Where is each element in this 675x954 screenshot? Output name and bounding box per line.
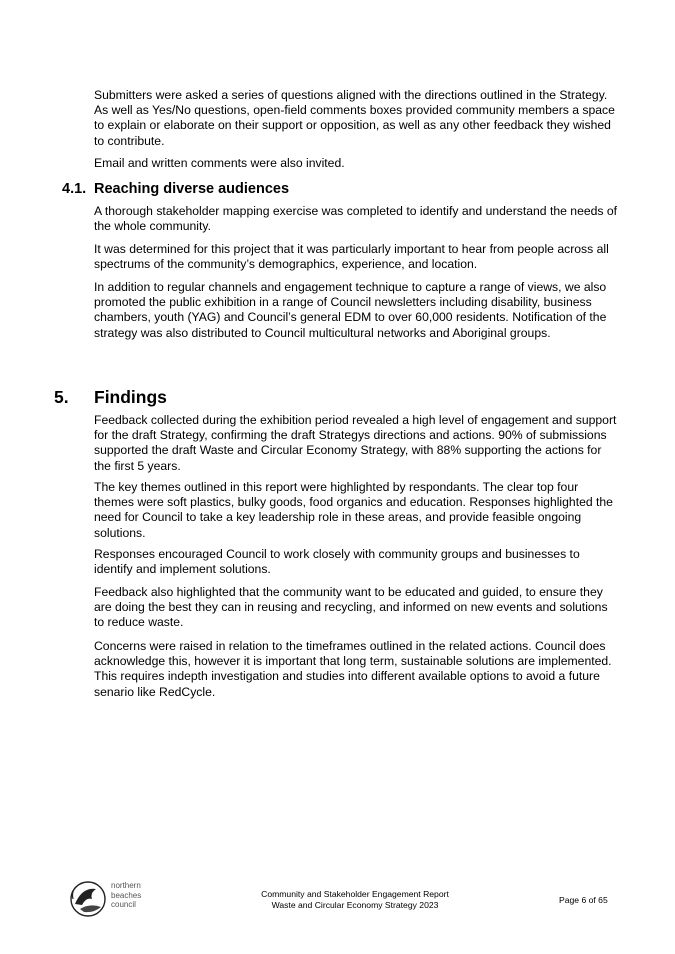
logo-line-1: northern xyxy=(111,881,141,890)
section-4-1-paragraph-3: In addition to regular channels and engagement technique to capture a range of views, we also promoted the public exhibition in a range of Council newsletters including disability, business chambers, youth (YAG) and Council’s general EDM to over 60,000 residents. Notification of the strategy was also distributed to Council multicultural networks and Aboriginal groups. xyxy=(94,280,607,340)
footer-report-info xyxy=(220,889,490,911)
section-4-1-heading: Reaching diverse audiences xyxy=(94,181,290,197)
footer-report-title: Community and Stakeholder Engagement Report xyxy=(261,889,449,899)
findings-paragraph-4: Feedback also highlighted that the community want to be educated and guided, to ensure they are doing the best they can in reusing and recycling, and informed on new events and solutions to reduce waste. xyxy=(94,585,608,630)
logo-line-2: beaches xyxy=(111,890,142,900)
section-4-1-paragraph-1: A thorough stakeholder mapping exercise was completed to identify and understand the needs of the whole community. xyxy=(94,204,618,234)
findings-paragraph-3: Responses encouraged Council to work closely with community groups and businesses to identify and implement solutions. xyxy=(94,547,580,577)
section-5-number: 5. xyxy=(54,387,69,407)
intro-paragraph-1: Submitters were asked a series of questions aligned with the directions outlined in the Strategy. As well as Yes/No questions, open-field comments boxes provided community members a space to explain or elaborate on their support or opposition, as well as any other feedback they wished to contribute. xyxy=(94,88,615,148)
findings-paragraph-5: Concerns were raised in relation to the timeframes outlined in the related actions. Council does acknowledge this, however it is important that long term, sustainable solutions are implemented. This requires indepth investigation and studies into different available options to avoid a future senario like RedCycle. xyxy=(94,639,612,699)
intro-paragraph-2: Email and written comments were also invited. xyxy=(94,156,345,170)
section-4-1-paragraph-2: It was determined for this project that it was particularly important to hear from people across all spectrums of the community’s demographics, experience, and location. xyxy=(94,242,609,272)
logo-line-3: council xyxy=(111,900,136,910)
section-4-1-number: 4.1. xyxy=(62,181,87,197)
findings-paragraph-2: The key themes outlined in this report were highlighted by respondants. The clear top four themes were soft plastics, bulky goods, food organics and education. Responses highlighted the need for Council to take a key leadership role in these areas, and provide feasible ongoing solutions. xyxy=(94,480,613,540)
page-number: Page 6 of 65 xyxy=(559,895,608,905)
findings-paragraph-1: Feedback collected during the exhibition period revealed a high level of engagement and support for the draft Strategy, confirming the draft Strategys directions and actions. 90% of submissions supported the draft Waste and Circular Economy Strategy, with 88% supporting the actions for the first 5 years. xyxy=(94,413,617,473)
section-5-heading: Findings xyxy=(94,387,167,407)
council-logo-text xyxy=(111,881,141,910)
footer-report-subtitle: Waste and Circular Economy Strategy 2023 xyxy=(271,900,439,910)
